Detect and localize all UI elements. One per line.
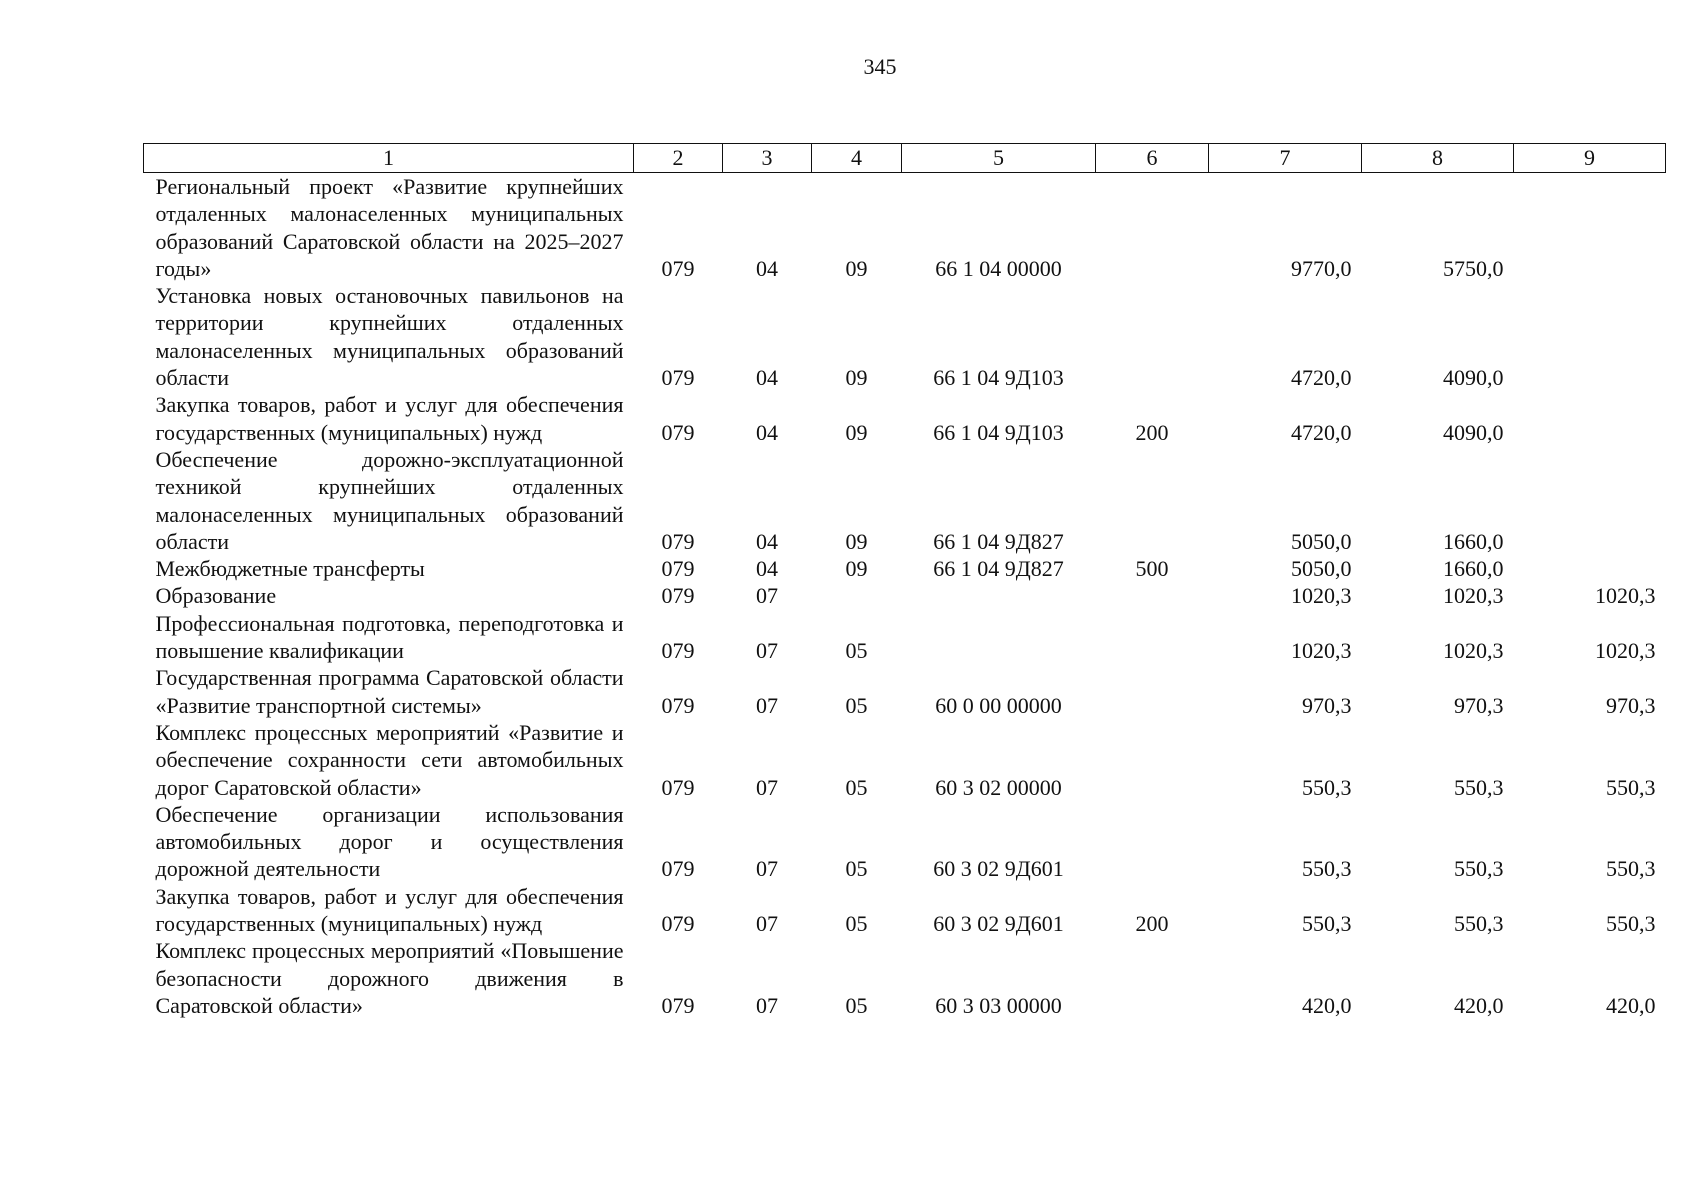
cell-7: 550,3 [1302, 911, 1352, 937]
cell-4: 05 [845, 692, 868, 718]
cell-3: 07 [756, 992, 778, 1018]
cell-2: 079 [661, 255, 695, 281]
column-header-5: 5 [902, 144, 1096, 173]
table-row [144, 446, 1666, 555]
cell-3: 07 [756, 583, 778, 609]
table-row [144, 719, 1666, 801]
budget-table [143, 143, 1666, 1019]
cell-9 [1514, 555, 1666, 582]
table-row [144, 801, 1666, 883]
cell-4: 09 [845, 528, 868, 554]
cell-7: 1020,3 [1291, 638, 1352, 664]
cell-5 [902, 610, 1096, 665]
cell-5: 66 1 04 9Д103 [933, 365, 1064, 391]
cell-7: 5050,0 [1291, 556, 1352, 582]
cell-5: 60 3 03 00000 [935, 992, 1062, 1018]
cell-2: 079 [661, 583, 695, 609]
cell-8: 550,3 [1454, 774, 1504, 800]
cell-9 [1514, 446, 1666, 555]
column-header-4: 4 [812, 144, 902, 173]
cell-2: 079 [661, 365, 695, 391]
cell-4: 09 [845, 419, 868, 445]
cell-6 [1096, 282, 1209, 391]
cell-6: 500 [1135, 556, 1169, 582]
cell-9: 550,3 [1606, 774, 1656, 800]
cell-5: 66 1 04 9Д827 [933, 528, 1064, 554]
cell-6 [1096, 173, 1209, 283]
cell-8: 550,3 [1454, 911, 1504, 937]
cell-3: 04 [756, 419, 778, 445]
cell-7: 1020,3 [1291, 583, 1352, 609]
cell-5: 60 3 02 9Д601 [933, 911, 1064, 937]
cell-2: 079 [661, 419, 695, 445]
page-number: 345 [863, 54, 897, 79]
cell-2: 079 [661, 528, 695, 554]
cell-2: 079 [661, 856, 695, 882]
table-row [144, 282, 1666, 391]
cell-9: 420,0 [1606, 992, 1656, 1018]
column-header-1: 1 [144, 144, 634, 173]
header-row [144, 144, 1666, 173]
cell-9 [1514, 173, 1666, 283]
cell-8: 4090,0 [1443, 419, 1504, 445]
cell-4: 09 [845, 365, 868, 391]
row-name: Комплекс процессных мероприятий «Развитие и обеспечение сохранности сети автомобильных дорог Саратовской области» [155, 719, 624, 800]
cell-2: 079 [661, 911, 695, 937]
cell-6 [1096, 937, 1209, 1019]
cell-3: 04 [756, 556, 778, 582]
cell-5: 66 1 04 00000 [935, 255, 1062, 281]
cell-4 [812, 582, 902, 609]
row-name: Региональный проект «Развитие крупнейших отдаленных малонаселенных муниципальных образований Саратовской области на 2025–2027 годы» [155, 174, 624, 281]
cell-5: 60 3 02 9Д601 [933, 856, 1064, 882]
column-header-8: 8 [1362, 144, 1514, 173]
cell-5: 60 3 02 00000 [935, 774, 1062, 800]
cell-8: 5750,0 [1443, 255, 1504, 281]
cell-7: 970,3 [1302, 692, 1352, 718]
cell-4: 09 [845, 255, 868, 281]
cell-7: 550,3 [1302, 856, 1352, 882]
table-row [144, 610, 1666, 665]
cell-3: 07 [756, 638, 778, 664]
cell-2: 079 [661, 638, 695, 664]
cell-4: 05 [845, 911, 868, 937]
table-row [144, 664, 1666, 719]
cell-8: 550,3 [1454, 856, 1504, 882]
cell-4: 05 [845, 856, 868, 882]
cell-2: 079 [661, 692, 695, 718]
cell-3: 07 [756, 774, 778, 800]
cell-7: 550,3 [1302, 774, 1352, 800]
cell-6 [1096, 582, 1209, 609]
column-header-3: 3 [723, 144, 812, 173]
cell-7: 4720,0 [1291, 419, 1352, 445]
cell-2: 079 [661, 774, 695, 800]
cell-8: 4090,0 [1443, 365, 1504, 391]
cell-3: 07 [756, 911, 778, 937]
table-row [144, 555, 1666, 582]
cell-8: 970,3 [1454, 692, 1504, 718]
cell-3: 04 [756, 365, 778, 391]
row-name: Межбюджетные трансферты [155, 556, 425, 582]
cell-4: 09 [845, 556, 868, 582]
cell-8: 1020,3 [1443, 583, 1504, 609]
table-row [144, 173, 1666, 283]
row-name: Обеспечение организации использования автомобильных дорог и осуществления дорожной деятельности [155, 801, 624, 882]
cell-6 [1096, 719, 1209, 801]
cell-6 [1096, 610, 1209, 665]
cell-7: 5050,0 [1291, 528, 1352, 554]
cell-9: 550,3 [1606, 911, 1656, 937]
cell-7: 9770,0 [1291, 255, 1352, 281]
column-header-6: 6 [1096, 144, 1209, 173]
cell-7: 4720,0 [1291, 365, 1352, 391]
cell-3: 07 [756, 692, 778, 718]
row-name: Профессиональная подготовка, переподготовка и повышение квалификации [155, 610, 624, 664]
column-header-9: 9 [1514, 144, 1666, 173]
column-header-2: 2 [634, 144, 723, 173]
cell-9 [1514, 282, 1666, 391]
cell-2: 079 [661, 556, 695, 582]
row-name: Закупка товаров, работ и услуг для обеспечения государственных (муниципальных) нужд [155, 883, 624, 937]
cell-6: 200 [1135, 911, 1169, 937]
cell-6: 200 [1135, 419, 1169, 445]
table-row [144, 582, 1666, 609]
cell-3: 04 [756, 528, 778, 554]
cell-8: 1020,3 [1443, 638, 1504, 664]
column-header-7: 7 [1209, 144, 1362, 173]
row-name: Комплекс процессных мероприятий «Повышение безопасности дорожного движения в Саратовской области» [155, 938, 624, 1018]
cell-9: 970,3 [1606, 692, 1656, 718]
row-name: Образование [155, 583, 277, 609]
cell-9: 550,3 [1606, 856, 1656, 882]
cell-8: 1660,0 [1443, 556, 1504, 582]
table-row [144, 883, 1666, 938]
cell-3: 04 [756, 255, 778, 281]
cell-5: 66 1 04 9Д827 [933, 556, 1064, 582]
cell-4: 05 [845, 992, 868, 1018]
cell-5: 60 0 00 00000 [935, 692, 1062, 718]
cell-6 [1096, 664, 1209, 719]
cell-8: 1660,0 [1443, 528, 1504, 554]
table-row [144, 391, 1666, 446]
table-row [144, 937, 1666, 1019]
cell-4: 05 [845, 638, 868, 664]
cell-4: 05 [845, 774, 868, 800]
row-name: Закупка товаров, работ и услуг для обеспечения государственных (муниципальных) нужд [155, 392, 624, 445]
cell-5: 66 1 04 9Д103 [933, 419, 1064, 445]
cell-7: 420,0 [1302, 992, 1352, 1018]
cell-6 [1096, 801, 1209, 883]
cell-8: 420,0 [1454, 992, 1504, 1018]
row-name: Обеспечение дорожно-эксплуатационной техникой крупнейших отдаленных малонаселенных муниципальных образований области [155, 446, 624, 554]
cell-6 [1096, 446, 1209, 555]
row-name: Установка новых остановочных павильонов на территории крупнейших отдаленных малонаселенных муниципальных образований области [155, 283, 624, 391]
cell-3: 07 [756, 856, 778, 882]
row-name: Государственная программа Саратовской области «Развитие транспортной системы» [155, 665, 624, 718]
cell-5 [902, 582, 1096, 609]
cell-9: 1020,3 [1595, 638, 1656, 664]
cell-9 [1514, 391, 1666, 446]
cell-9: 1020,3 [1595, 583, 1656, 609]
cell-2: 079 [661, 992, 695, 1018]
